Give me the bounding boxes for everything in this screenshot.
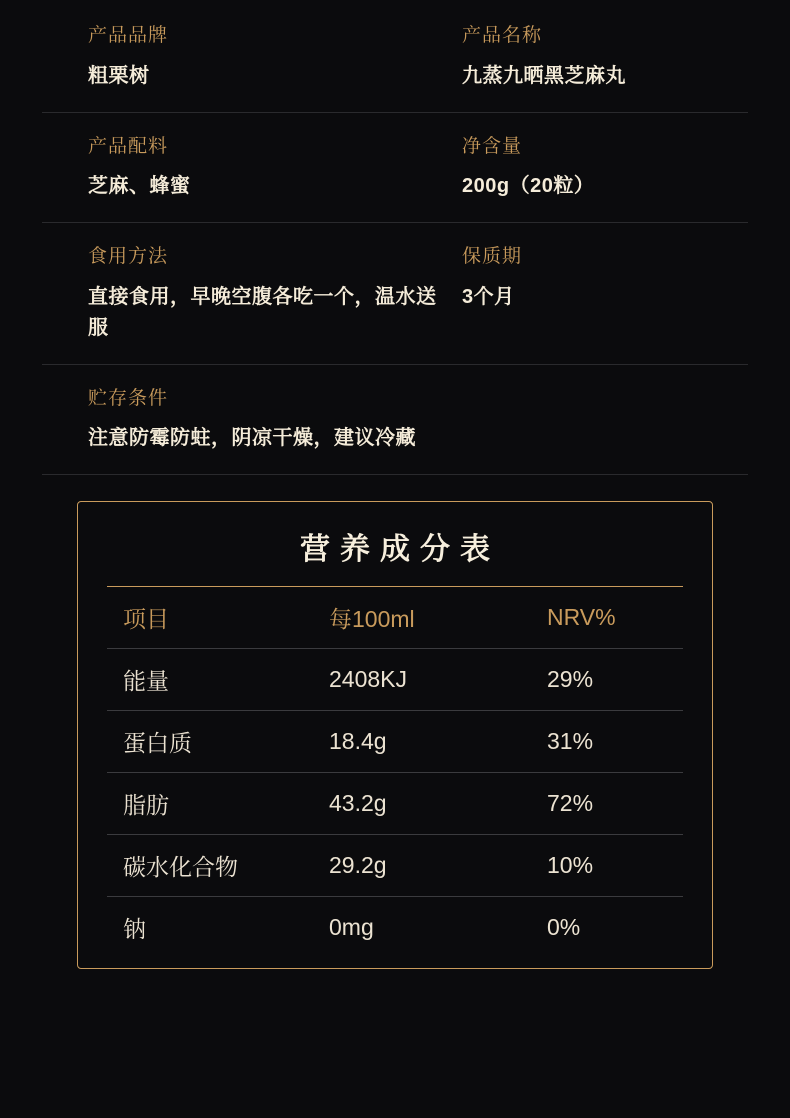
info-row: [42, 223, 748, 365]
field-value: 粗栗树: [88, 64, 150, 87]
field-value: 芝麻、蜂蜜: [88, 175, 191, 197]
field-label: 产品名称: [462, 25, 543, 46]
cell-amount: 43.2g: [329, 773, 547, 835]
column-header-item: 项目: [107, 587, 329, 649]
cell-nrv: 0%: [547, 897, 683, 959]
info-field-usage: [42, 243, 462, 344]
field-label: 产品品牌: [88, 25, 169, 46]
info-field-product-name: [462, 22, 748, 92]
cell-nrv: 29%: [547, 649, 683, 711]
info-field-storage: [42, 385, 748, 455]
field-label: 产品配料: [88, 135, 169, 157]
nutrition-facts-title: 营养成分表: [300, 533, 500, 566]
field-label: 食用方法: [88, 246, 169, 267]
info-field-net-content: [462, 133, 748, 203]
nutrition-facts-table: [107, 586, 683, 958]
cell-amount: 2408KJ: [329, 649, 547, 711]
info-row: [42, 0, 748, 113]
info-field-ingredients: [42, 133, 462, 203]
cell-nrv: 72%: [547, 773, 683, 835]
table-row: [107, 897, 683, 959]
field-value: 注意防霉防蛀，阴凉干燥，建议冷藏: [88, 427, 416, 449]
cell-nrv: 31%: [547, 711, 683, 773]
cell-amount: 0mg: [329, 897, 547, 959]
table-row: [107, 773, 683, 835]
cell-item: 碳水化合物: [107, 835, 329, 897]
field-label: 净含量: [462, 135, 523, 157]
cell-item: 钠: [107, 897, 329, 959]
column-header-per100: 每100ml: [329, 587, 547, 649]
field-value: 直接食用，早晚空腹各吃一个，温水送服: [88, 285, 437, 339]
cell-amount: 29.2g: [329, 835, 547, 897]
info-field-shelf-life: [462, 243, 748, 313]
cell-item: 能量: [107, 649, 329, 711]
info-row: [42, 365, 748, 476]
table-row: [107, 835, 683, 897]
field-value: 3个月: [462, 285, 515, 308]
cell-amount: 18.4g: [329, 711, 547, 773]
info-row: [42, 113, 748, 224]
field-label: 保质期: [462, 246, 523, 267]
cell-item: 脂肪: [107, 773, 329, 835]
nutrition-facts-panel: [77, 501, 713, 969]
product-info-table: [0, 0, 790, 475]
column-header-nrv: NRV%: [547, 587, 683, 649]
table-row: [107, 711, 683, 773]
field-value: 200g（20粒）: [462, 175, 595, 197]
info-field-brand: [42, 22, 462, 92]
field-value: 九蒸九晒黑芝麻丸: [462, 64, 626, 87]
cell-item: 蛋白质: [107, 711, 329, 773]
table-row: [107, 649, 683, 711]
field-label: 贮存条件: [88, 387, 169, 409]
cell-nrv: 10%: [547, 835, 683, 897]
table-header-row: [107, 587, 683, 649]
